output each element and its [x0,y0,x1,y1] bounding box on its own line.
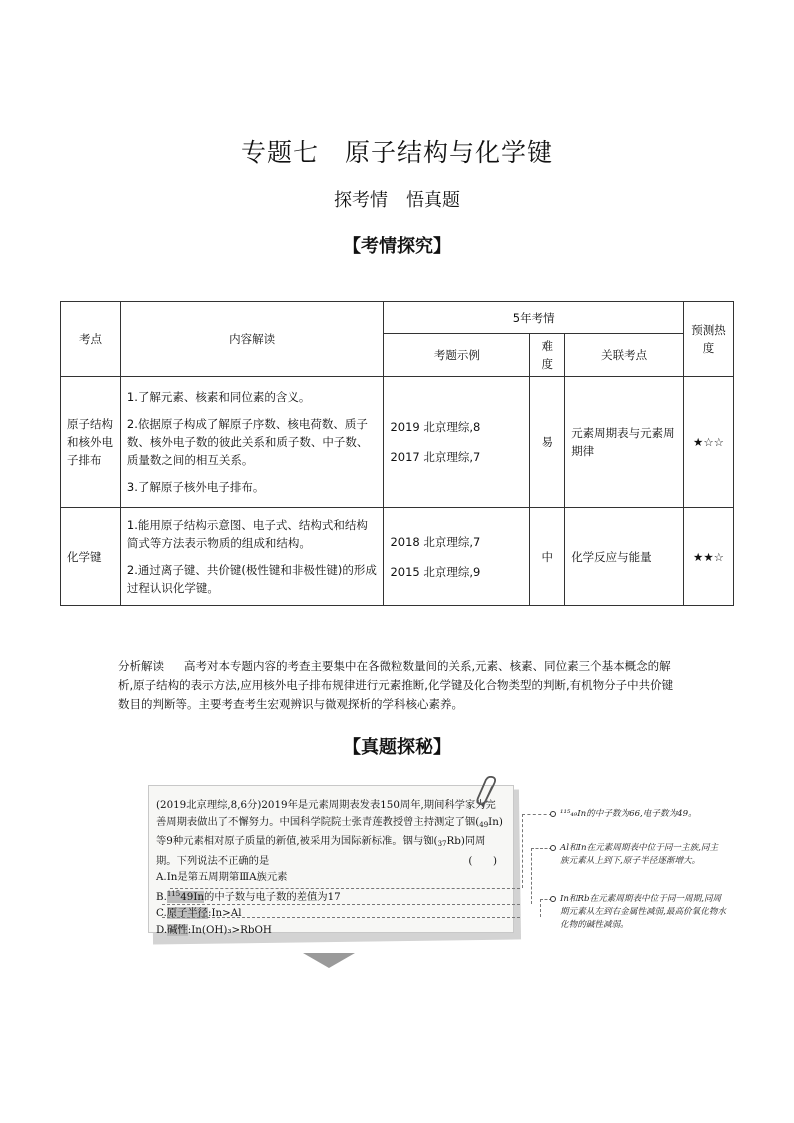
example-item: 2017 北京理综,7 [390,450,481,464]
analysis-paragraph [118,657,676,714]
table-row [61,377,734,508]
option-a: A.In是第五周期第ⅢA族元素 [156,871,288,883]
example-item: 2018 北京理综,7 [390,534,481,549]
question-card [148,785,514,936]
cell-examples [384,377,530,508]
content-item: 3.了解原子核外电子排布。 [126,480,265,494]
section-heading-exam-analysis: 【考情探究】 [343,236,451,257]
header-difficulty: 难度 [530,334,565,377]
example-item: 2019 北京理综,8 [390,420,481,434]
option-d: D.碱性:In(OH)₃>RbOH [156,923,272,936]
connector-line [531,848,532,904]
table-row [61,508,734,606]
header-content: 内容解读 [120,302,384,377]
exam-analysis-table [60,301,734,606]
note-marker-icon [550,811,556,817]
connector-line [531,848,552,849]
connector-line [162,904,520,905]
note-marker-icon [550,896,556,902]
note-marker-icon [550,845,556,851]
annotation-note-3: In和Rb在元素周期表中位于同一周期,同周期元素从左到右金属性减弱,最高价氧化物水化物的碱性减弱。 [560,894,727,930]
page-title: 专题七 原子结构与化学键 [240,138,553,167]
header-five-years: 5年考情 [384,302,684,334]
cell-content [120,377,384,508]
connector-line [170,888,520,889]
cell-related: 化学反应与能量 [565,508,684,606]
section-heading-real-questions: 【真题探秘】 [343,737,451,758]
example-item: 2015 北京理综,9 [390,564,481,579]
paperclip-icon [474,776,502,810]
question-stem: (2019北京理综,8,6分)2019年是元素周期表发表150周年,期间科学家为完善周期表做出了不懈努力。中国科学院院士张青莲教授曾主持测定了铟$(_{49}In)$等9种元素相对原子质量的新值,被采用为国际新标准。铟与铷$(_{37}Rb)$同周期。下列说法不正确的是 ( ) [156,797,503,869]
header-related: 关联考点 [565,334,684,377]
page-subtitle: 探考情 悟真题 [334,190,460,211]
cell-heat-stars: ★☆☆ [683,377,733,508]
cell-content [120,508,384,606]
cell-difficulty: 中 [530,508,565,606]
cell-point: 原子结构和核外电子排布 [61,377,121,508]
annotation-note-2: Al和In在元素周期表中位于同一主族,同主族元素从上到下,原子半径逐渐增大。 [560,843,719,866]
cell-heat-stars: ★★☆ [683,508,733,606]
content-item: 1.能用原子结构示意图、电子式、结构式和结构简式等方法表示物质的组成和结构。 [126,518,368,550]
cell-examples [384,508,530,606]
connector-line [522,814,552,815]
annotation-note-1: ¹¹⁵₄₉In的中子数为66,电子数为49。 [560,809,697,819]
content-item: 2.依据原子构成了解原子序数、核电荷数、质子数、核外电子数的彼此关系和质子数、中子数、质量数之间的相互关系。 [126,417,369,467]
cell-point: 化学键 [61,508,121,606]
header-example: 考题示例 [384,334,530,377]
down-arrow-icon [303,953,355,969]
question-source: (2019北京理综,8,6分) [156,799,262,811]
answer-blank: ( ) [468,854,497,867]
connector-line [162,917,520,918]
analysis-text: 高考对本专题内容的考查主要集中在各微粒数量间的关系,元素、核素、同位素三个基本概念的解析,原子结构的表示方法,应用核外电子排布规律进行元素推断,化学键及化合物类型的判断,有机物分子中共价键数目的判断等。主要考查考生宏观辨识与微观探析的学科核心素养。 [118,659,674,711]
option-c: C.原子半径:In>Al [156,907,242,919]
cell-difficulty: 易 [530,377,565,508]
option-b: B.$^{115}$49In的中子数与电子数的差值为17 [156,889,341,903]
connector-line [540,899,541,917]
content-item: 1.了解元素、核素和同位素的含义。 [126,390,311,404]
cell-related: 元素周期表与元素周期律 [565,377,684,508]
header-point: 考点 [61,302,121,377]
header-predict: 预测热度 [683,302,733,377]
analysis-label: 分析解读 [118,659,164,673]
connector-line [522,814,523,888]
content-item: 2.通过离子键、共价键(极性键和非极性键)的形成过程认识化学键。 [126,563,377,595]
